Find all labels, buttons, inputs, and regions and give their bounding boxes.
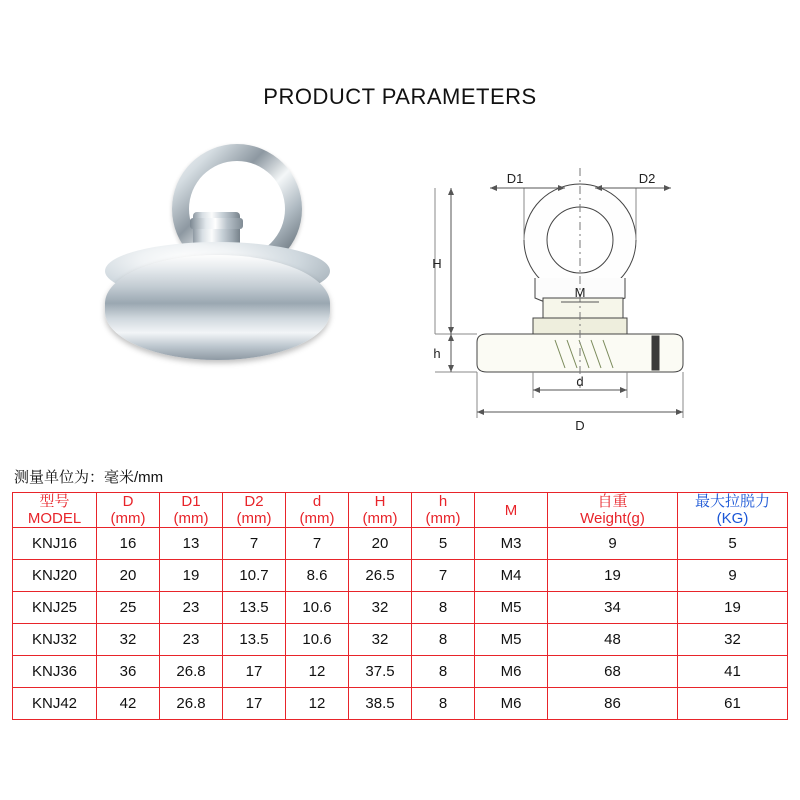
label-d-small: d [576, 374, 584, 389]
cell-h: 26.5 [349, 560, 412, 592]
cell-d-small: 8.6 [286, 560, 349, 592]
label-h-lower: h [433, 346, 441, 361]
cell-h: 38.5 [349, 688, 412, 720]
cell-h: 20 [349, 528, 412, 560]
cell-d: 42 [97, 688, 160, 720]
cell-m: M6 [475, 688, 548, 720]
page-title: PRODUCT PARAMETERS [263, 84, 537, 109]
cell-m: M6 [475, 656, 548, 688]
cell-d2: 13.5 [223, 592, 286, 624]
cell-model: KNJ36 [13, 656, 97, 688]
cell-d2: 17 [223, 688, 286, 720]
header-m: M [475, 493, 548, 528]
cell-weight: 68 [548, 656, 678, 688]
technical-drawing [415, 150, 745, 450]
cell-h-small: 5 [412, 528, 475, 560]
cell-weight: 19 [548, 560, 678, 592]
cell-pull: 32 [678, 624, 788, 656]
cell-d: 20 [97, 560, 160, 592]
cell-h: 32 [349, 624, 412, 656]
cell-h-small: 8 [412, 624, 475, 656]
cell-d2: 7 [223, 528, 286, 560]
cell-d: 36 [97, 656, 160, 688]
header-pull-force: 最大拉脱力 (KG) [678, 493, 788, 528]
header-d1: D1 (mm) [160, 493, 223, 528]
header-h: H (mm) [349, 493, 412, 528]
table-row [13, 688, 788, 720]
cell-d-small: 12 [286, 688, 349, 720]
cell-d-small: 10.6 [286, 624, 349, 656]
table-header-row [13, 493, 788, 528]
cell-weight: 34 [548, 592, 678, 624]
cell-d2: 10.7 [223, 560, 286, 592]
cell-pull: 5 [678, 528, 788, 560]
cell-d-small: 10.6 [286, 592, 349, 624]
table-row [13, 592, 788, 624]
cell-weight: 48 [548, 624, 678, 656]
table-row [13, 528, 788, 560]
cell-h: 32 [349, 592, 412, 624]
drawing-svg [415, 150, 745, 450]
cell-weight: 9 [548, 528, 678, 560]
label-d1: D1 [506, 171, 524, 186]
cell-pull: 9 [678, 560, 788, 592]
cell-pull: 19 [678, 592, 788, 624]
cell-d-small: 7 [286, 528, 349, 560]
cell-h-small: 8 [412, 592, 475, 624]
cell-d-small: 12 [286, 656, 349, 688]
label-d-large: D [575, 418, 585, 433]
cell-model: KNJ25 [13, 592, 97, 624]
table-row [13, 656, 788, 688]
cell-d: 25 [97, 592, 160, 624]
header-model: 型号 MODEL [13, 493, 97, 528]
cell-d1: 26.8 [160, 688, 223, 720]
table-row [13, 624, 788, 656]
parameters-table [12, 492, 788, 720]
cell-d1: 19 [160, 560, 223, 592]
cell-model: KNJ42 [13, 688, 97, 720]
cell-weight: 86 [548, 688, 678, 720]
units-note: 测量单位为：毫米/mm [14, 469, 164, 486]
cell-d2: 17 [223, 656, 286, 688]
cell-pull: 61 [678, 688, 788, 720]
cell-h: 37.5 [349, 656, 412, 688]
cell-d1: 13 [160, 528, 223, 560]
cell-d1: 23 [160, 624, 223, 656]
product-photo [60, 150, 390, 430]
table-row [13, 560, 788, 592]
cell-h-small: 7 [412, 560, 475, 592]
cell-model: KNJ32 [13, 624, 97, 656]
header-d: D (mm) [97, 493, 160, 528]
header-d2: D2 (mm) [223, 493, 286, 528]
cell-pull: 41 [678, 656, 788, 688]
cell-d: 32 [97, 624, 160, 656]
cell-h-small: 8 [412, 656, 475, 688]
header-d-small: d (mm) [286, 493, 349, 528]
cell-m: M5 [475, 624, 548, 656]
label-m: M [574, 285, 586, 300]
cell-model: KNJ16 [13, 528, 97, 560]
label-h-upper: H [432, 256, 442, 271]
cell-model: KNJ20 [13, 560, 97, 592]
cell-d1: 23 [160, 592, 223, 624]
cell-d2: 13.5 [223, 624, 286, 656]
cell-m: M3 [475, 528, 548, 560]
header-weight: 自重 Weight(g) [548, 493, 678, 528]
header-h-small: h (mm) [412, 493, 475, 528]
cell-h-small: 8 [412, 688, 475, 720]
label-d2: D2 [638, 171, 656, 186]
cell-m: M4 [475, 560, 548, 592]
cell-m: M5 [475, 592, 548, 624]
cell-d1: 26.8 [160, 656, 223, 688]
magnet-body [105, 255, 330, 360]
cell-d: 16 [97, 528, 160, 560]
